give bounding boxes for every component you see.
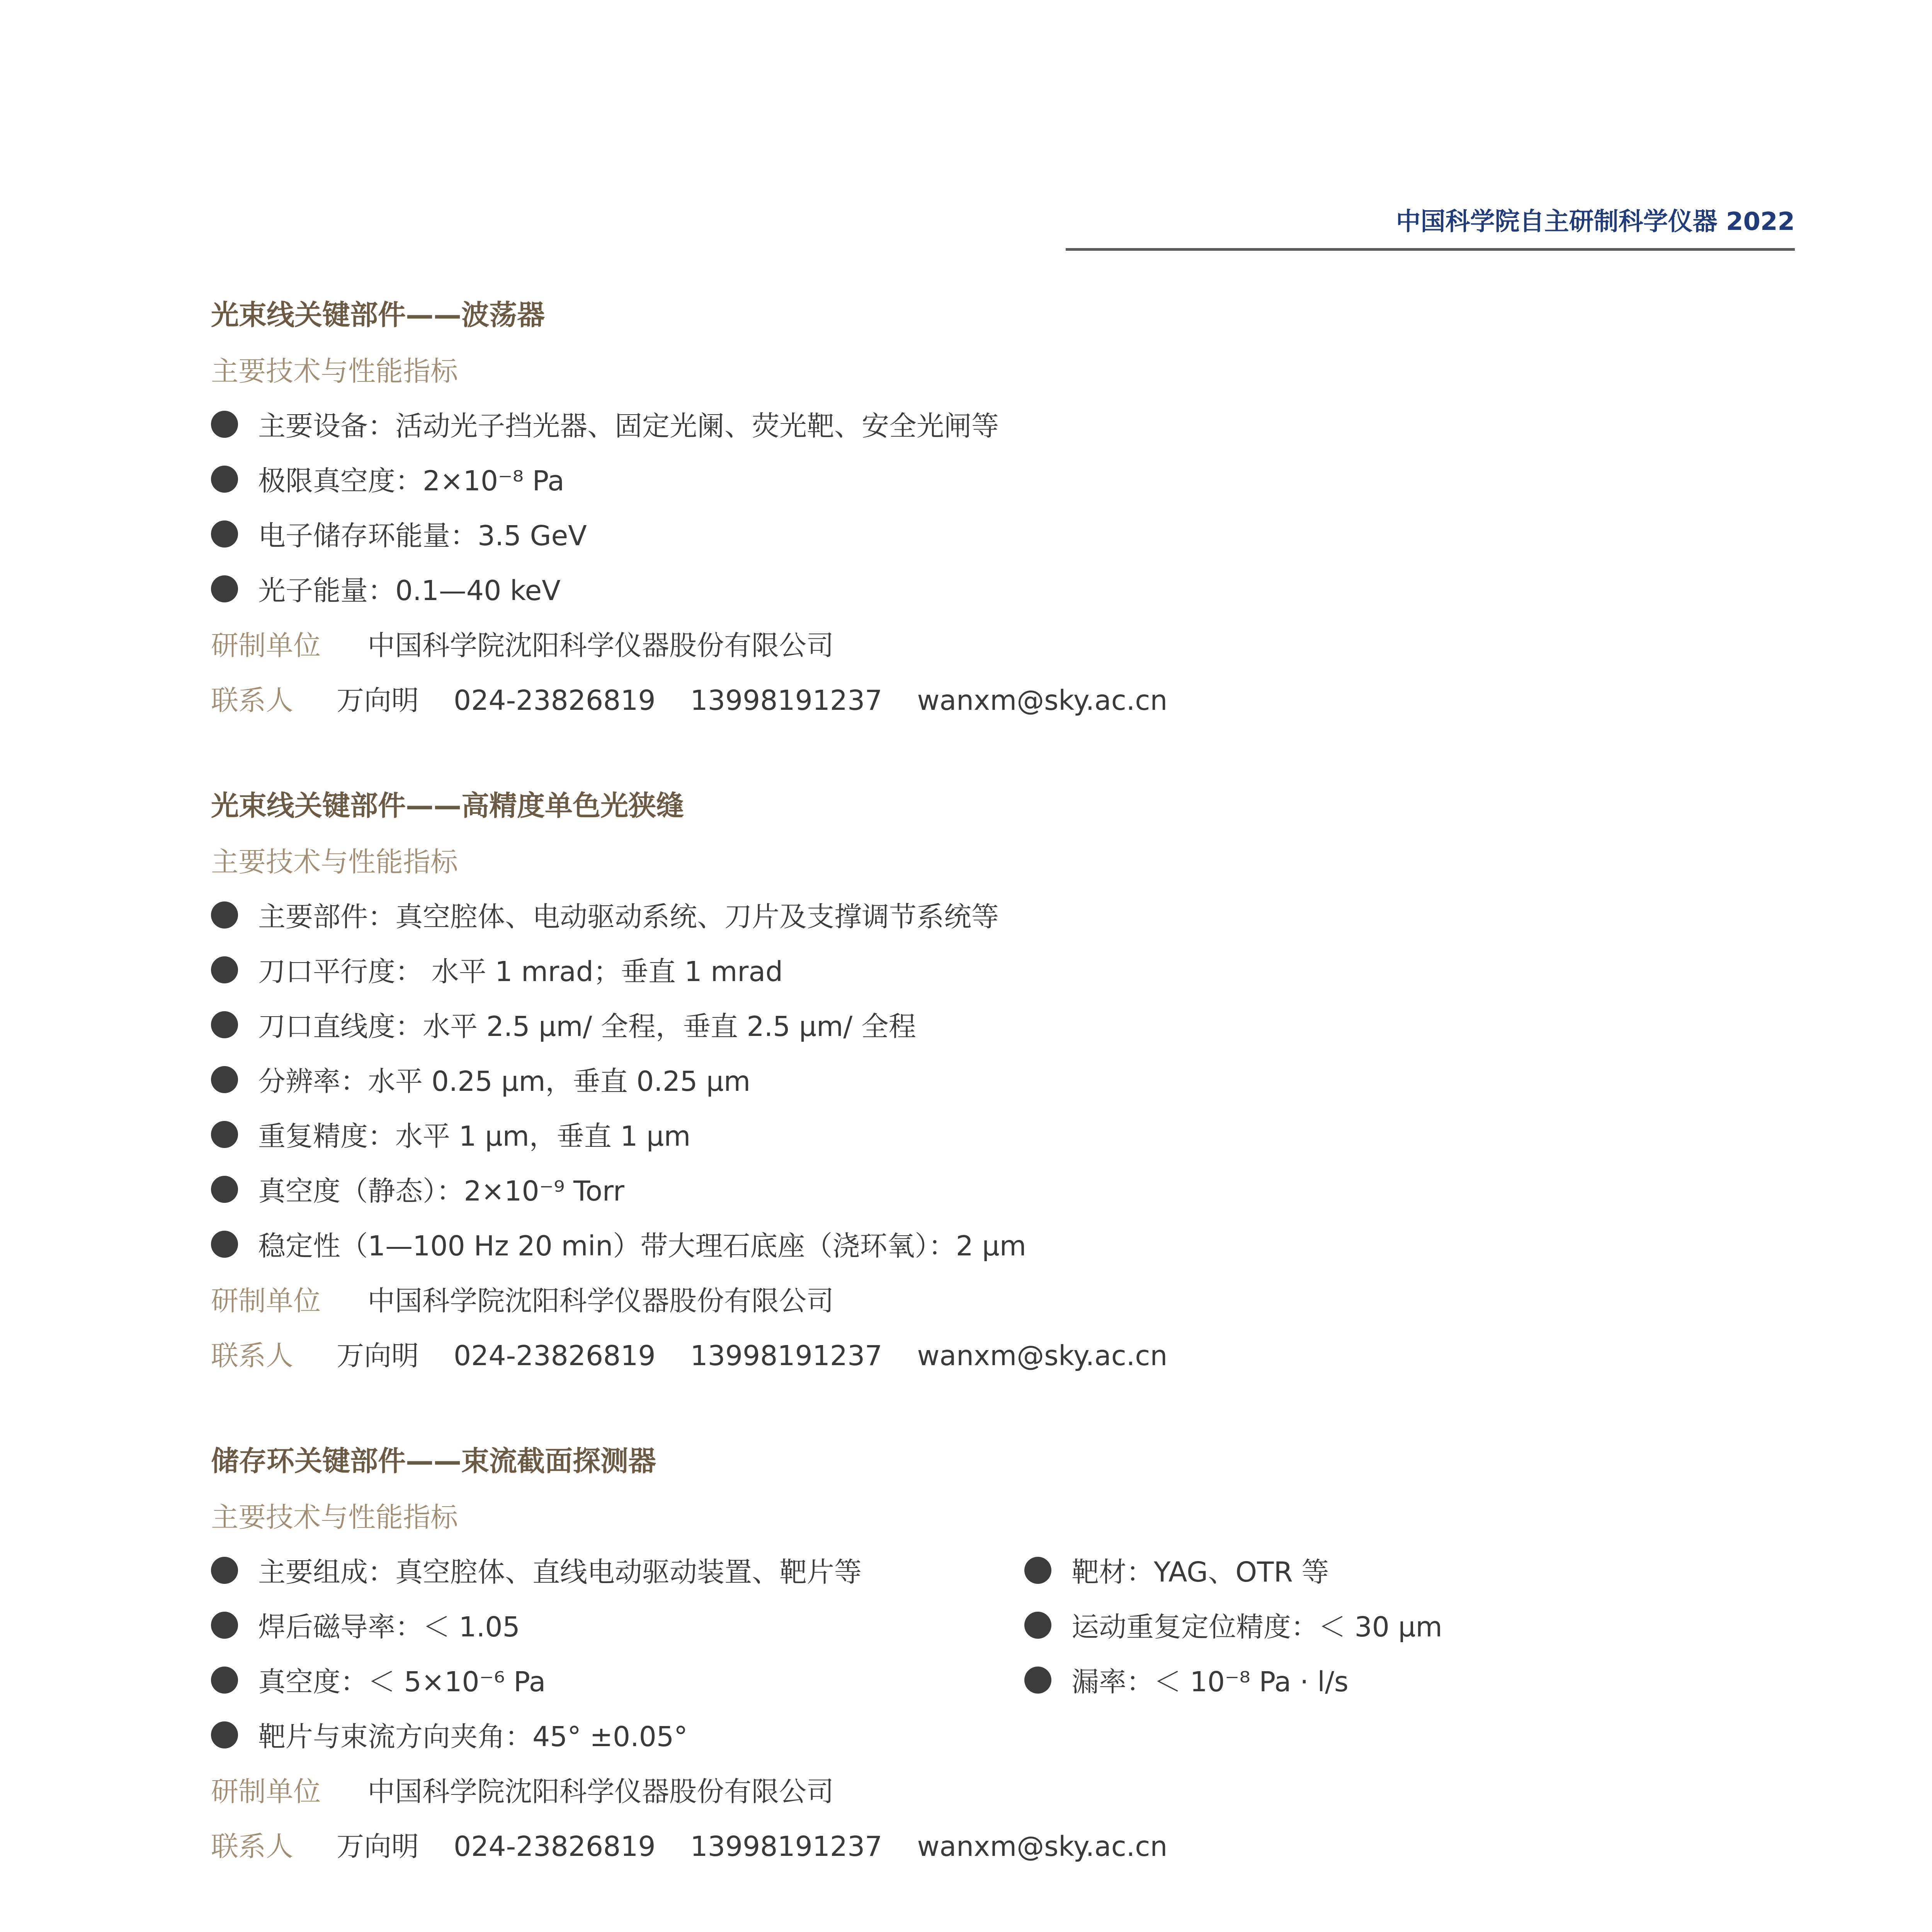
bullet-icon bbox=[211, 1231, 238, 1258]
bullet-icon bbox=[211, 1176, 238, 1203]
running-header-title: 中国科学院自主研制科学仪器 2022 bbox=[1396, 207, 1795, 236]
section-undulator bbox=[211, 286, 1795, 728]
specs-heading: 主要技术与性能指标 bbox=[211, 846, 458, 878]
spec-item: 刀口平行度： 水平 1 mrad；垂直 1 mrad bbox=[211, 944, 1795, 999]
bullet-icon bbox=[211, 901, 238, 929]
section-beam-profile-monitor bbox=[211, 1432, 1795, 1874]
contact-label: 联系人 bbox=[211, 1340, 294, 1372]
bullet-icon bbox=[1024, 1667, 1051, 1694]
contact-label: 联系人 bbox=[211, 684, 294, 716]
org-line bbox=[211, 1274, 1795, 1328]
org-label: 研制单位 bbox=[211, 1285, 321, 1317]
contact-mobile: 13998191237 bbox=[690, 1830, 883, 1862]
bullet-icon bbox=[1024, 1557, 1051, 1584]
spec-pair: 真空度：＜ 5×10⁻⁶ Pa 漏率：＜ 10⁻⁸ Pa · l/s bbox=[211, 1655, 1795, 1709]
section-title: 光束线关键部件——波荡器 bbox=[211, 299, 545, 331]
contact-phone: 024-23826819 bbox=[454, 1340, 656, 1372]
bullet-icon bbox=[1024, 1612, 1051, 1639]
bullet-icon bbox=[211, 520, 238, 548]
org-line bbox=[211, 618, 1795, 673]
spec-item: 光子能量：0.1—40 keV bbox=[211, 563, 1795, 618]
org-line bbox=[211, 1764, 1795, 1819]
contact-mobile: 13998191237 bbox=[690, 684, 883, 716]
bullet-icon bbox=[211, 1066, 238, 1093]
spec-item: 分辨率：水平 0.25 μm，垂直 0.25 μm bbox=[211, 1054, 1795, 1109]
spec-item: 极限真空度：2×10⁻⁸ Pa bbox=[211, 454, 1795, 509]
contact-name: 万向明 bbox=[337, 1340, 419, 1372]
bullet-icon bbox=[211, 411, 238, 438]
bullet-icon bbox=[211, 1612, 238, 1639]
contact-email: wanxm@sky.ac.cn bbox=[917, 684, 1168, 716]
org-label: 研制单位 bbox=[211, 1776, 321, 1808]
spec-pair: 主要组成：真空腔体、直线电动驱动装置、靶片等 靶材：YAG、OTR 等 bbox=[211, 1545, 1795, 1600]
spec-pair: 焊后磁导率：＜ 1.05 运动重复定位精度：＜ 30 μm bbox=[211, 1600, 1795, 1655]
spec-item: 主要设备：活动光子挡光器、固定光阑、荧光靶、安全光闸等 bbox=[211, 399, 1795, 454]
section-slit bbox=[211, 777, 1795, 1383]
bullet-icon bbox=[211, 1011, 238, 1038]
bullet-icon bbox=[211, 1121, 238, 1148]
contact-line bbox=[211, 1328, 1795, 1383]
spec-item: 刀口直线度：水平 2.5 μm/ 全程，垂直 2.5 μm/ 全程 bbox=[211, 999, 1795, 1054]
section-title bbox=[211, 1923, 1795, 1932]
contact-email: wanxm@sky.ac.cn bbox=[917, 1830, 1168, 1862]
specs-heading: 主要技术与性能指标 bbox=[211, 355, 458, 387]
spec-item: 主要部件：真空腔体、电动驱动系统、刀片及支撑调节系统等 bbox=[211, 889, 1795, 944]
contact-name: 万向明 bbox=[337, 684, 419, 716]
contact-phone: 024-23826819 bbox=[454, 1830, 656, 1862]
org-name: 中国科学院沈阳科学仪器股份有限公司 bbox=[367, 1776, 834, 1808]
section-title: 光束线关键部件——高精度单色光狭缝 bbox=[211, 789, 684, 822]
org-name: 中国科学院沈阳科学仪器股份有限公司 bbox=[367, 629, 834, 662]
bullet-icon bbox=[211, 1667, 238, 1694]
header-rule bbox=[1066, 248, 1795, 251]
page-content bbox=[211, 286, 1795, 1932]
contact-mobile: 13998191237 bbox=[690, 1340, 883, 1372]
contact-label: 联系人 bbox=[211, 1830, 294, 1862]
spec-item: 稳定性（1—100 Hz 20 min）带大理石底座（浇环氧）：2 μm bbox=[211, 1219, 1795, 1274]
spec-item: 真空度（静态）：2×10⁻⁹ Torr bbox=[211, 1164, 1795, 1219]
org-label: 研制单位 bbox=[211, 629, 321, 662]
org-name: 中国科学院沈阳科学仪器股份有限公司 bbox=[367, 1285, 834, 1317]
specs-heading: 主要技术与性能指标 bbox=[211, 1501, 458, 1533]
bullet-icon bbox=[211, 1721, 238, 1748]
contact-line bbox=[211, 673, 1795, 728]
contact-line bbox=[211, 1819, 1795, 1874]
contact-email: wanxm@sky.ac.cn bbox=[917, 1340, 1168, 1372]
bullet-icon bbox=[211, 575, 238, 602]
contact-name: 万向明 bbox=[337, 1830, 419, 1862]
section-septum-magnet bbox=[211, 1923, 1795, 1932]
spec-item: 靶片与束流方向夹角：45° ±0.05° bbox=[211, 1709, 1795, 1764]
bullet-icon bbox=[211, 1557, 238, 1584]
bullet-icon bbox=[211, 956, 238, 983]
spec-item: 电子储存环能量：3.5 GeV bbox=[211, 509, 1795, 563]
contact-phone: 024-23826819 bbox=[454, 684, 656, 716]
section-title: 储存环关键部件——束流截面探测器 bbox=[211, 1445, 656, 1477]
bullet-icon bbox=[211, 466, 238, 493]
spec-item: 重复精度：水平 1 μm，垂直 1 μm bbox=[211, 1109, 1795, 1164]
